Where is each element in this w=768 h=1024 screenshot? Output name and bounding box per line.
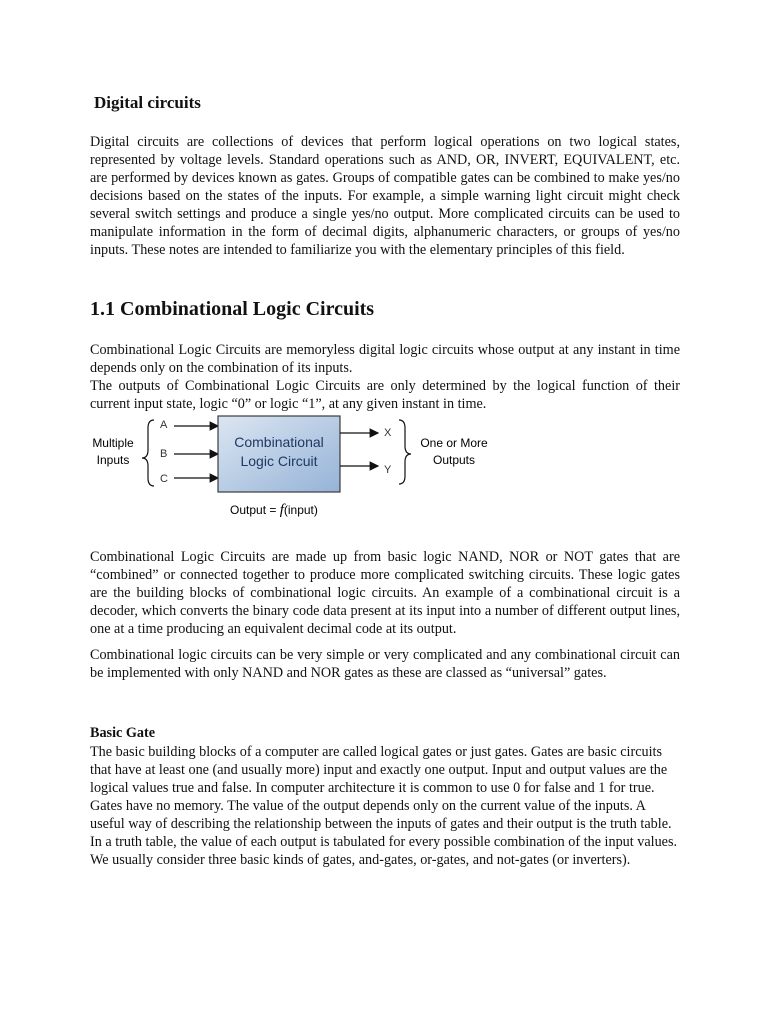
outputs-brace — [399, 420, 411, 484]
section-heading: 1.1 Combinational Logic Circuits — [90, 298, 375, 320]
section-paragraph-2: The outputs of Combinational Logic Circuits are only determined by the logical function of their current input state, logic “0” or logic “1”, at any given instant in time. — [90, 378, 680, 412]
section-paragraph-3: Combinational Logic Circuits are made up from basic logic NAND, NOR or NOT gates that are “combined” or connected together to produce more complicated switching circuits. These logic gates are the building blocks of combinational logic circuits. An example of a combinational circuit is a decoder, which converts the binary code data present at its input into a number of different output lines, one at a time producing an equivalent decimal code at its output. — [90, 549, 680, 637]
block-label-line2: Logic Circuit — [240, 453, 318, 469]
input-c-label: C — [160, 473, 168, 485]
outputs-label-line2: Outputs — [432, 453, 476, 467]
input-a-label: A — [160, 419, 168, 431]
output-x-label: X — [384, 427, 392, 439]
basic-gate-heading: Basic Gate — [90, 725, 156, 741]
combinational-logic-diagram — [88, 414, 488, 524]
document-title: Digital circuits — [94, 93, 201, 112]
formula-prefix: Output = — [230, 503, 280, 517]
formula-function: f — [279, 502, 284, 518]
output-formula — [230, 502, 318, 518]
intro-paragraph: Digital circuits are collections of devices that perform logical operations on two logical states, represented by voltage levels. Standard operations such as AND, OR, INVERT, EQUIVALENT, etc. are performed by devices known as gates. Groups of compatible gates can be combined to make yes/no decisions based on the states of the inputs. For example, a simple warning light circuit might check several switch settings and produce a single yes/no output. More complicated circuits can be used to manipulate information in the form of decimal digits, alphanumeric characters, or groups of yes/no inputs. These notes are intended to familiarize you with the elementary principles of this field. — [90, 134, 680, 258]
output-y-label: Y — [384, 464, 392, 476]
outputs-label-line1: One or More — [420, 436, 488, 450]
basic-gate-paragraph: The basic building blocks of a computer are called logical gates or just gates. Gates are basic circuits that have at least one (and usually more) input and exactly one output. Input and output values are the logical values true and false. In computer architecture it is common to use 0 for false and 1 for true. Gates have no memory. The value of the output depends only on the current value of the inputs. A useful way of describing the relationship between the inputs of gates and their output is the truth table. In a truth table, the value of each output is tabulated for every possible combination of the input values. We usually consider three basic kinds of gates, and-gates, or-gates, and not-gates (or inverters). — [90, 744, 678, 868]
inputs-brace — [142, 420, 154, 486]
input-b-label: B — [160, 448, 168, 460]
inputs-label-line1: Multiple — [92, 436, 134, 450]
section-paragraph-4: Combinational logic circuits can be very simple or very complicated and any combinational circuit can be implemented with only NAND and NOR gates as these are classed as “universal” gates. — [90, 647, 680, 681]
formula-suffix: (input) — [283, 503, 318, 517]
section-paragraph-1: Combinational Logic Circuits are memoryless digital logic circuits whose output at any instant in time depends only on the combination of its inputs. — [90, 342, 680, 376]
block-label-line1: Combinational — [234, 434, 324, 450]
inputs-label-line2: Inputs — [96, 453, 130, 467]
